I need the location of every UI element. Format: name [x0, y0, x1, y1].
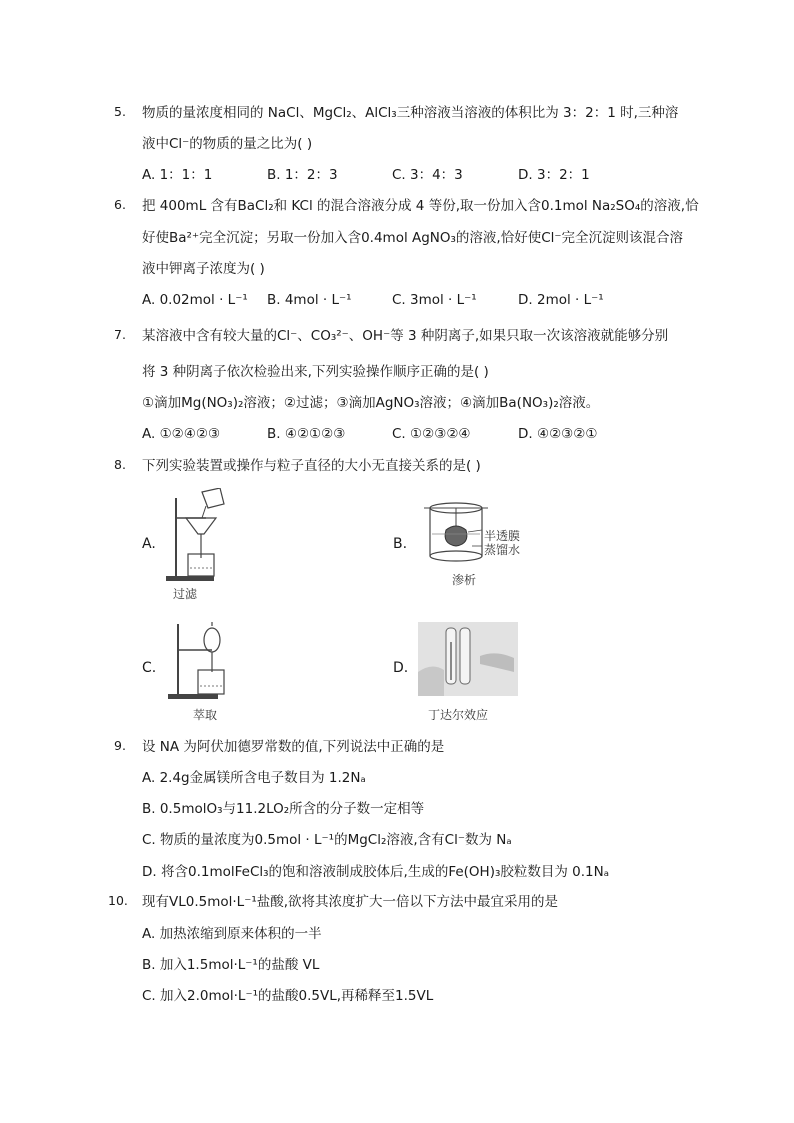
q10-stem-line1: 现有VL0.5mol·L⁻¹盐酸,欲将其浓度扩大一倍以下方法中最宜采用的是 [142, 894, 559, 910]
q7-option-b: B. ④②①②③ [267, 426, 346, 442]
q7-stem-line3: ①滴加Mg(NO₃)₂溶液；②过滤；③滴加AgNO₃溶液；④滴加Ba(NO₃)₂溶液。 [142, 395, 600, 411]
q6-stem-line1: 把 400mL 含有BaCl₂和 KCl 的混合溶液分成 4 等份,取一份加入含0.1mol Na₂SO₄的溶液,恰 [142, 198, 699, 214]
q8-b-label-water: 蒸馏水 [484, 543, 521, 557]
q8-option-b-label: B. [393, 536, 408, 552]
q10-option-a: A. 加热浓缩到原来体积的一半 [142, 926, 322, 942]
q8-number: 8. [114, 457, 126, 472]
q9-option-a: A. 2.4g金属镁所含电子数目为 1.2Nₐ [142, 770, 366, 786]
q5-option-c: C. 3：4：3 [392, 167, 463, 183]
q9-option-b: B. 0.5molO₃与11.2LO₂所含的分子数一定相等 [142, 801, 425, 817]
q7-option-c: C. ①②③②④ [392, 426, 471, 442]
q9-option-d: D. 将含0.1molFeCl₃的饱和溶液制成胶体后,生成的Fe(OH)₃胶粒数目为 0.1Nₐ [142, 864, 610, 880]
q9-stem-line1: 设 NA 为阿伏加德罗常数的值,下列说法中正确的是 [142, 739, 445, 755]
q5-number: 5. [114, 104, 126, 119]
q8-option-a-label: A. [142, 536, 156, 552]
q6-option-b: B. 4mol · L⁻¹ [267, 292, 352, 308]
q7-number: 7. [114, 327, 126, 342]
q7-stem-line1: 某溶液中含有较大量的Cl⁻、CO₃²⁻、OH⁻等 3 种阴离子,如果只取一次该溶液就能够分别 [142, 328, 669, 344]
q8-stem-line1: 下列实验装置或操作与粒子直径的大小无直接关系的是( ) [142, 458, 481, 474]
extraction-apparatus-figure [162, 622, 232, 702]
q6-option-d: D. 2mol · L⁻¹ [518, 292, 604, 308]
q5-stem-line1: 物质的量浓度相同的 NaCl、MgCl₂、AlCl₃三种溶液当溶液的体积比为 3：2：1 时,三种溶 [142, 105, 679, 121]
q6-number: 6. [114, 197, 126, 212]
q9-number: 9. [114, 738, 126, 753]
q5-option-b: B. 1：2：3 [267, 167, 338, 183]
q8-option-c-label: C. [142, 660, 157, 676]
q8-option-d-label: D. [393, 660, 409, 676]
q7-option-d: D. ④②③②① [518, 426, 598, 442]
q7-option-a: A. ①②④②③ [142, 426, 221, 442]
q5-option-a: A. 1：1：1 [142, 167, 213, 183]
q8-b-label-membrane: 半透膜 [484, 529, 521, 543]
tyndall-effect-photo [418, 622, 518, 696]
q10-option-b: B. 加入1.5mol·L⁻¹的盐酸 VL [142, 957, 320, 973]
q6-option-c: C. 3mol · L⁻¹ [392, 292, 477, 308]
q10-number: 10. [108, 893, 128, 908]
q8-caption-a: 过滤 [173, 587, 198, 601]
q8-caption-d: 丁达尔效应 [428, 708, 489, 722]
q8-caption-b: 渗析 [452, 573, 477, 587]
q6-stem-line3: 液中钾离子浓度为( ) [142, 261, 265, 277]
q5-stem-line2: 液中Cl⁻的物质的量之比为( ) [142, 136, 313, 152]
q9-option-c: C. 物质的量浓度为0.5mol · L⁻¹的MgCl₂溶液,含有Cl⁻数为 Nₐ [142, 832, 512, 848]
q5-option-d: D. 3：2：1 [518, 167, 590, 183]
q7-stem-line2: 将 3 种阴离子依次检验出来,下列实验操作顺序正确的是( ) [142, 364, 489, 380]
q6-stem-line2: 好使Ba²⁺完全沉淀；另取一份加入含0.4mol AgNO₃的溶液,恰好使Cl⁻完全沉淀则该混合溶 [142, 230, 684, 246]
q10-option-c: C. 加入2.0mol·L⁻¹的盐酸0.5VL,再稀释至1.5VL [142, 988, 434, 1004]
q8-caption-c: 萃取 [193, 708, 218, 722]
q6-option-a: A. 0.02mol · L⁻¹ [142, 292, 248, 308]
filtration-apparatus-figure [162, 488, 232, 596]
